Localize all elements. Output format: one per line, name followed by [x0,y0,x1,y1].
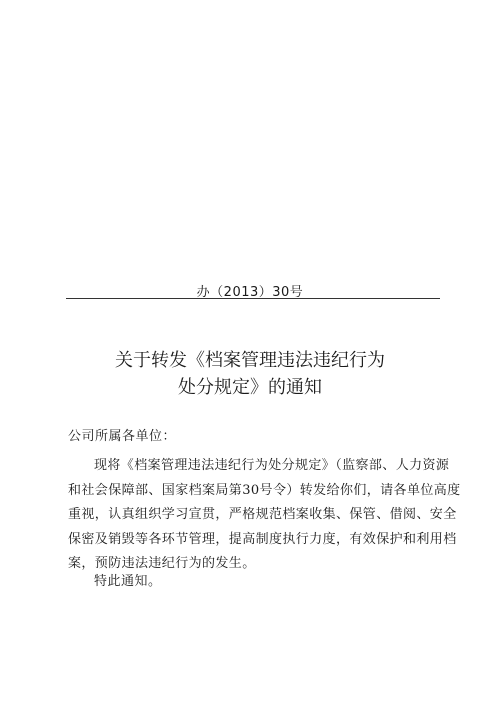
salutation: 公司所属各单位： [68,429,177,444]
document-title [0,347,500,401]
body-line: 现将《档案管理违法违纪行为处分规定》（监察部、人力资源 [94,458,450,473]
title-line-1: 关于转发《档案管理违法违纪行为 [115,350,385,371]
body-line: 案，预防违法违纪行为的发生。 [68,556,256,571]
document-number: 办（2013）30号 [196,285,304,300]
body-paragraph [68,454,461,577]
closing-remark: 特此通知。 [94,574,162,589]
header-divider [66,298,440,299]
title-line-2: 处分规定》的通知 [178,377,322,398]
body-line: 和社会保障部、国家档案局第30号令）转发给你们，请各单位高度 [68,482,461,498]
body-line: 重视，认真组织学习宣贯，严格规范档案收集、保管、借阅、安全 [68,507,457,522]
body-line: 保密及销毁等各环节管理，提高制度执行力度，有效保护和利用档 [68,531,457,547]
